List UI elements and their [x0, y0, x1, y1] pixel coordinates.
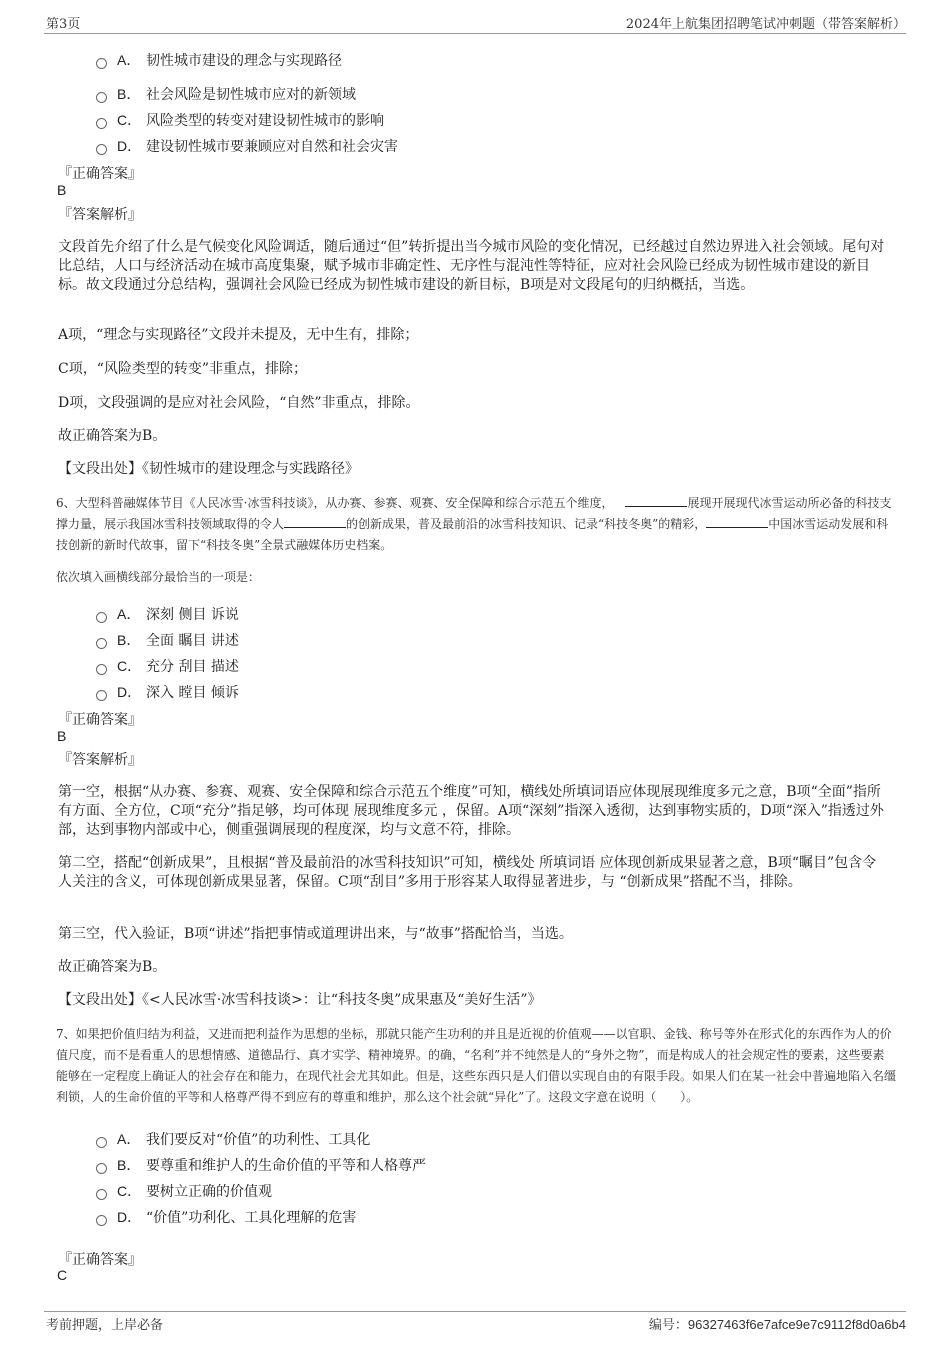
q6-stem: 6、大型科普融媒体节目《人民冰雪·冰雪科技谈》，从办赛、参赛、观赛、安全保障和综合示范五个维度， 展现开展现代冰雪运动所必备的科技支撑力量，展示我国冰雪科技领域取得的令人 的创新成果，普及最前沿的冰雪科技知识、记录“科技冬奥”的精彩， 中国冰雪运动发展和科技创新的新时代故事，留下“科技冬奥”全景式融媒体历史档案。: [56, 496, 892, 552]
blank-3: [706, 515, 768, 528]
q7-stem: 7、如果把价值归结为利益，又进而把利益作为思想的坐标，那就只能产生功利的并且是近视的价值观——以官职、金钱、称号等外在形式化的东西作为人的价值尺度，而不是看重人的思想情感、道德品行、真才实学、精神境界。的确，“名利”并不纯然是人的“身外之物”，而是构成人的社会规定性的要素，这些要素能够在一定程度上确证人的社会存在和能力，在现代社会尤其如此。但是，这些东西只是人们借以实现自由的有限手段。如果人们在某一社会中普遍地陷入名缰利锁，人的生命价值的平等和人格尊严得不到应有的尊重和维护，那么这个社会就“异化”了。这段文字意在说明（ ）。: [56, 1027, 897, 1104]
blank-2: [284, 515, 346, 528]
radio-icon[interactable]: [96, 1137, 107, 1148]
document-code: 编号：96327463f6e7afce9e7c9112f8d0a6b4: [648, 1317, 906, 1332]
radio-icon[interactable]: [96, 1189, 107, 1200]
q5-option-d[interactable]: D． 建设韧性城市要兼顾应对自然和社会灾害: [96, 136, 398, 156]
q7-answer: C: [57, 1267, 68, 1283]
radio-icon[interactable]: [96, 612, 107, 623]
radio-icon[interactable]: [96, 1215, 107, 1226]
q5-source: 【文段出处】《韧性城市的建设理念与实践路径》: [58, 461, 359, 477]
q6-answer-label: 『正确答案』: [58, 712, 142, 728]
page-number: 第3页: [46, 17, 81, 32]
q7-option-c[interactable]: C． 要树立正确的价值观: [96, 1181, 272, 1201]
q5-analysis-label: 『答案解析』: [58, 207, 142, 223]
q6-analysis-blank-2: 第二空，搭配“创新成果”，且根据“普及最前沿的冰雪科技知识”可知，横线处 所填词语 应体现创新成果显著之意，B项“瞩目”包含令人关注的含义，可体现创新成果显著，保留。C项“刮目”多用于形容某人取得显著进步，与 “创新成果”搭配不当，排除。: [58, 855, 877, 890]
q6-analysis-blank-3: 第三空，代入验证，B项“讲述”指把事情或道理讲出来，与“故事”搭配恰当，当选。: [58, 926, 573, 942]
q5-analysis-a: A项，“理念与实现路径”文段并未提及，无中生有，排除；: [58, 327, 419, 343]
footer-note: 考前押题，上岸必备: [46, 1318, 164, 1333]
document-title: 2024年上航集团招聘笔试冲刺题（带答案解析）: [625, 17, 906, 32]
q7-option-d[interactable]: D． “价值”功利化、工具化理解的危害: [96, 1207, 356, 1227]
q5-answer-label: 『正确答案』: [58, 166, 142, 182]
q6-analysis-label: 『答案解析』: [58, 752, 142, 768]
q5-conclusion: 故正确答案为B。: [58, 428, 167, 444]
header-divider: [44, 33, 906, 34]
q5-answer: B: [57, 182, 67, 198]
q6-source: 【文段出处】《<人民冰雪·冰雪科技谈>：让“科技冬奥”成果惠及“美好生活”》: [58, 992, 542, 1008]
q7-answer-label: 『正确答案』: [58, 1252, 142, 1268]
radio-icon[interactable]: [96, 664, 107, 675]
radio-icon[interactable]: [96, 92, 107, 103]
radio-icon[interactable]: [96, 118, 107, 129]
radio-icon[interactable]: [96, 690, 107, 701]
q6-prompt: 依次填入画横线部分最恰当的一项是：: [56, 570, 261, 584]
q6-option-c[interactable]: C． 充分 刮目 描述: [96, 656, 239, 676]
footer-divider: [44, 1311, 906, 1312]
q5-option-a[interactable]: A． 韧性城市建设的理念与实现路径: [96, 50, 342, 70]
q6-conclusion: 故正确答案为B。: [58, 959, 167, 975]
q6-option-a[interactable]: A． 深刻 侧目 诉说: [96, 604, 239, 624]
q6-analysis-blank-1: 第一空，根据“从办赛、参赛、观赛、安全保障和综合示范五个维度”可知，横线处所填词语应体现展现维度多元之意，B项“全面”指所有方面、全方位，C项“充分”指足够，均可体现 展现维度多元 ，保留。A项“深刻”指深入透彻，达到事物实质的，D项“深入”指透过外部，达到事物内部或中心，侧重强调展现的程度深，均与文意不符，排除。: [58, 784, 884, 838]
q6-option-b[interactable]: B． 全面 瞩目 讲述: [96, 630, 239, 650]
q7-option-a[interactable]: A． 我们要反对“价值”的功利性、工具化: [96, 1129, 370, 1149]
radio-icon[interactable]: [96, 144, 107, 155]
q6-option-d[interactable]: D． 深入 瞠目 倾诉: [96, 682, 239, 702]
q5-analysis-main: 文段首先介绍了什么是气候变化风险调适，随后通过“但”转折提出当今城市风险的变化情况，已经越过自然边界进入社会领域。尾句对比总结，人口与经济活动在城市高度集聚，赋予城市非确定性、无序性与混沌性等特征，应对社会风险已经成为韧性城市建设的新目标。故文段通过分总结构，强调社会风险已经成为韧性城市建设的新目标，B项是对文段尾句的归纳概括，当选。: [58, 239, 885, 293]
q5-analysis-d: D项，文段强调的是应对社会风险，“自然”非重点，排除。: [58, 395, 420, 411]
radio-icon[interactable]: [96, 58, 107, 69]
q5-option-c[interactable]: C． 风险类型的转变对建设韧性城市的影响: [96, 110, 384, 130]
q7-option-b[interactable]: B． 要尊重和维护人的生命价值的平等和人格尊严: [96, 1155, 426, 1175]
q6-answer: B: [57, 728, 67, 744]
q5-option-b[interactable]: B． 社会风险是韧性城市应对的新领域: [96, 84, 356, 104]
radio-icon[interactable]: [96, 1163, 107, 1174]
radio-icon[interactable]: [96, 638, 107, 649]
blank-1: [625, 494, 687, 507]
q5-analysis-c: C项，“风险类型的转变”非重点，排除；: [58, 361, 308, 377]
